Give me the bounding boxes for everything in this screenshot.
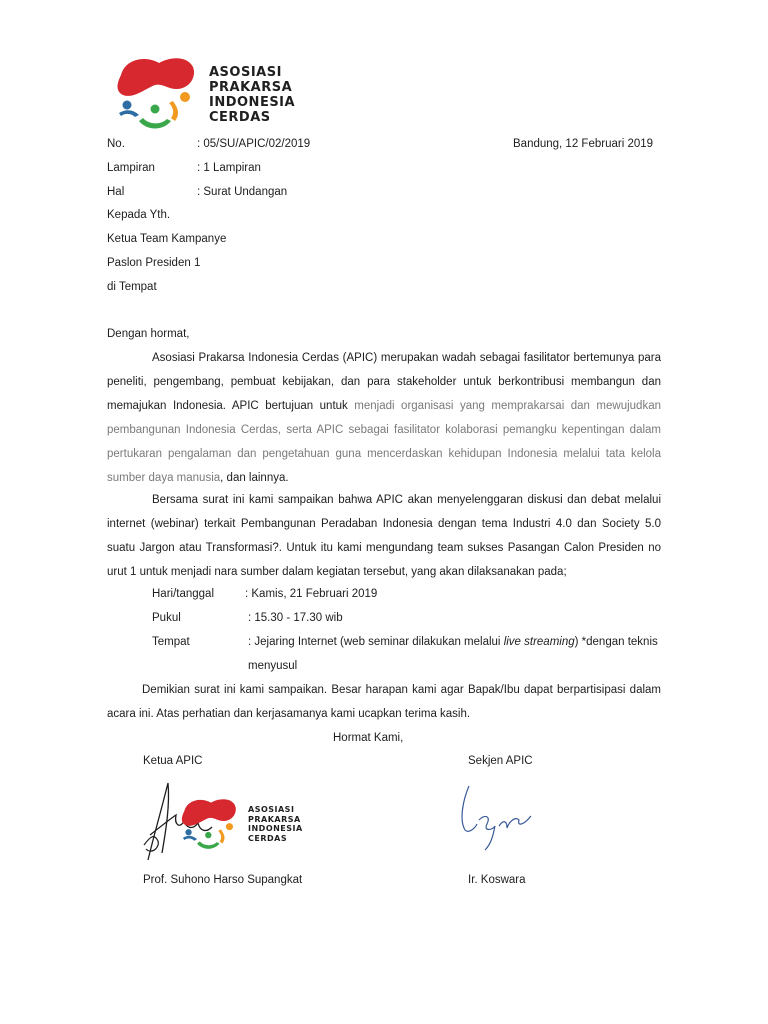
tempat-value: [248, 636, 658, 648]
paragraph-1-highlight: menjadi organisasi yang memprakarsai dan mewujudkan pembangunan Indonesia Cerdas, serta APIC sebagai fasilitator kolaborasi pemangku kepentingan dalam pertukaran pengalaman dan pengetahuan guna mencerdaskan kehidupan Indonesia melalui tata kelola sumber daya manusia: [107, 400, 661, 484]
logo-line-3: INDONESIA: [209, 95, 296, 110]
tempat-value-a: : Jejaring Internet (web seminar dilakukan melalui: [248, 636, 504, 648]
stamp-logo-line-3: INDONESIA: [248, 824, 303, 833]
hormat-kami: Hormat Kami,: [333, 732, 404, 744]
no-label: No.: [107, 138, 125, 150]
logo-green-dot: [151, 105, 160, 114]
hari-label: Hari/tanggal: [152, 588, 215, 600]
left-signer-title: Ketua APIC: [143, 755, 203, 767]
stamp-logo-line-1: ASOSIASI: [248, 805, 295, 814]
place-date: Bandung, 12 Februari 2019: [513, 138, 654, 150]
lampiran-value: : 1 Lampiran: [197, 162, 261, 174]
no-value: : 05/SU/APIC/02/2019: [197, 138, 311, 150]
logo-red-shape: [118, 58, 195, 96]
left-signature-area: [140, 775, 310, 870]
stamp-logo-line-4: CERDAS: [248, 833, 288, 843]
tempat-value-b: ) *dengan teknis: [574, 636, 658, 648]
recipient-line-3: Paslon Presiden 1: [107, 257, 201, 269]
lampiran-label: Lampiran: [107, 162, 155, 174]
stamp-logo-line-2: PRAKARSA: [248, 814, 301, 824]
right-signer-name: Ir. Koswara: [468, 874, 526, 886]
right-signature-icon: [455, 780, 535, 860]
header-logo: [115, 55, 295, 135]
closing-paragraph: Demikian surat ini kami sampaikan. Besar harapan kami agar Bapak/Ibu dapat berpartisipasi dalam acara ini. Atas perhatian dan kerjasamanya kami ucapkan terima kasih.: [107, 684, 661, 720]
pukul-value: : 15.30 - 17.30 wib: [248, 612, 343, 624]
stamp-logo-icon: [180, 797, 238, 852]
greeting: Dengan hormat,: [107, 328, 190, 340]
logo-line-1: ASOSIASI: [209, 65, 282, 80]
logo-blue-figure: [119, 110, 139, 117]
apic-logo-icon: [115, 55, 197, 133]
recipient-line-1: Kepada Yth.: [107, 209, 171, 221]
logo-blue-dot: [123, 101, 132, 110]
tempat-value-line-2: menyusul: [248, 660, 298, 672]
paragraph-2: Bersama surat ini kami sampaikan bahwa APIC akan menyelenggaran diskusi dan debat melalui internet (webinar) terkait Pembangunan Peradaban Indonesia dengan tema Industri 4.0 dan Society 5.0 suatu Jargon atau Transformasi?. Untuk itu kami mengundang team sukses Pasangan Calon Presiden no urut 1 untuk menjadi nara sumber dalam kegiatan tersebut, yang akan dilaksanakan pada;: [107, 494, 661, 578]
right-signer-title: Sekjen APIC: [468, 755, 533, 767]
paragraph-1: [107, 346, 661, 490]
tempat-value-italic: live streaming: [503, 636, 575, 648]
left-signer-name: Prof. Suhono Harso Supangkat: [143, 874, 303, 886]
paragraph-1-main: Asosiasi Prakarsa Indonesia Cerdas (APIC) merupakan wadah sebagai fasilitator bertemunya para peneliti, pengembang, pembuat kebijakan, dan para stakeholder untuk berkontribusi membangun dan memajukan Indonesia. APIC bertujuan untuk: [107, 352, 661, 412]
paragraph-1-end: , dan lainnya.: [220, 472, 289, 484]
recipient-line-4: di Tempat: [107, 281, 157, 293]
hal-value: : Surat Undangan: [197, 186, 288, 198]
logo-orange-figure: [169, 101, 178, 121]
logo-green-figure: [139, 118, 171, 129]
logo-line-2: PRAKARSA: [209, 80, 293, 95]
logo-line-4: CERDAS: [209, 110, 271, 125]
logo-orange-dot: [180, 92, 190, 102]
pukul-label: Pukul: [152, 612, 181, 624]
tempat-label: Tempat: [152, 636, 190, 648]
recipient-line-2: Ketua Team Kampanye: [107, 233, 227, 245]
hal-label: Hal: [107, 186, 125, 198]
hari-value: : Kamis, 21 Februari 2019: [245, 588, 378, 600]
